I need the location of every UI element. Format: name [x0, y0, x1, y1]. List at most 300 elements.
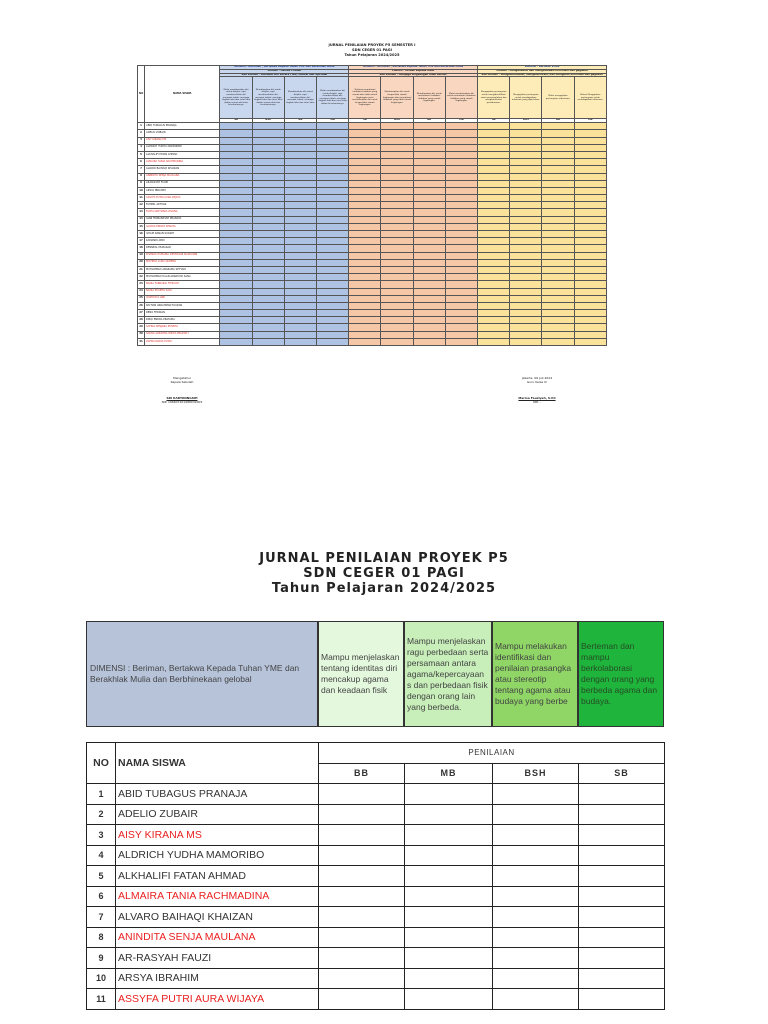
overview-score-cell[interactable] [445, 274, 477, 281]
overview-score-cell[interactable] [284, 310, 316, 317]
overview-score-cell[interactable] [413, 123, 445, 130]
score-cell[interactable] [319, 784, 405, 805]
overview-score-cell[interactable] [284, 123, 316, 130]
overview-score-cell[interactable] [445, 187, 477, 194]
overview-score-cell[interactable] [542, 274, 574, 281]
overview-score-cell[interactable] [542, 231, 574, 238]
score-cell[interactable] [405, 845, 493, 866]
overview-score-cell[interactable] [413, 238, 445, 245]
overview-score-cell[interactable] [510, 159, 542, 166]
overview-score-cell[interactable] [220, 173, 252, 180]
score-cell[interactable] [579, 866, 665, 887]
overview-score-cell[interactable] [317, 252, 349, 259]
overview-score-cell[interactable] [445, 123, 477, 130]
overview-score-cell[interactable] [510, 238, 542, 245]
overview-score-cell[interactable] [349, 173, 381, 180]
overview-score-cell[interactable] [349, 180, 381, 187]
overview-score-cell[interactable] [478, 137, 510, 144]
overview-score-cell[interactable] [510, 173, 542, 180]
overview-score-cell[interactable] [413, 173, 445, 180]
overview-score-cell[interactable] [252, 130, 284, 137]
overview-score-cell[interactable] [413, 245, 445, 252]
score-cell[interactable] [493, 845, 579, 866]
overview-score-cell[interactable] [252, 281, 284, 288]
overview-score-cell[interactable] [542, 144, 574, 151]
score-cell[interactable] [319, 804, 405, 825]
overview-score-cell[interactable] [220, 151, 252, 158]
overview-score-cell[interactable] [413, 202, 445, 209]
overview-score-cell[interactable] [574, 266, 606, 273]
overview-score-cell[interactable] [478, 202, 510, 209]
overview-score-cell[interactable] [574, 281, 606, 288]
overview-score-cell[interactable] [381, 137, 413, 144]
overview-score-cell[interactable] [220, 338, 252, 345]
score-cell[interactable] [405, 989, 493, 1010]
overview-score-cell[interactable] [349, 195, 381, 202]
overview-score-cell[interactable] [413, 266, 445, 273]
overview-score-cell[interactable] [349, 266, 381, 273]
overview-score-cell[interactable] [220, 187, 252, 194]
overview-score-cell[interactable] [574, 338, 606, 345]
overview-score-cell[interactable] [284, 331, 316, 338]
overview-score-cell[interactable] [510, 295, 542, 302]
score-cell[interactable] [493, 989, 579, 1010]
overview-score-cell[interactable] [413, 195, 445, 202]
score-cell[interactable] [579, 886, 665, 907]
overview-score-cell[interactable] [381, 238, 413, 245]
overview-score-cell[interactable] [413, 281, 445, 288]
score-cell[interactable] [579, 989, 665, 1010]
score-cell[interactable] [493, 784, 579, 805]
overview-score-cell[interactable] [284, 274, 316, 281]
overview-score-cell[interactable] [317, 137, 349, 144]
overview-score-cell[interactable] [381, 259, 413, 266]
overview-score-cell[interactable] [381, 209, 413, 216]
overview-score-cell[interactable] [252, 252, 284, 259]
overview-score-cell[interactable] [284, 338, 316, 345]
overview-score-cell[interactable] [317, 130, 349, 137]
overview-score-cell[interactable] [413, 223, 445, 230]
score-cell[interactable] [493, 927, 579, 948]
score-cell[interactable] [319, 866, 405, 887]
overview-score-cell[interactable] [349, 324, 381, 331]
overview-score-cell[interactable] [445, 259, 477, 266]
overview-score-cell[interactable] [284, 223, 316, 230]
overview-score-cell[interactable] [381, 338, 413, 345]
overview-score-cell[interactable] [574, 151, 606, 158]
overview-score-cell[interactable] [478, 274, 510, 281]
overview-score-cell[interactable] [220, 245, 252, 252]
score-cell[interactable] [579, 845, 665, 866]
overview-score-cell[interactable] [284, 295, 316, 302]
overview-score-cell[interactable] [252, 173, 284, 180]
overview-score-cell[interactable] [542, 288, 574, 295]
overview-score-cell[interactable] [445, 209, 477, 216]
overview-score-cell[interactable] [478, 187, 510, 194]
overview-score-cell[interactable] [413, 338, 445, 345]
score-cell[interactable] [405, 825, 493, 846]
overview-score-cell[interactable] [413, 317, 445, 324]
overview-score-cell[interactable] [445, 288, 477, 295]
overview-score-cell[interactable] [510, 266, 542, 273]
overview-score-cell[interactable] [220, 180, 252, 187]
overview-score-cell[interactable] [220, 202, 252, 209]
overview-score-cell[interactable] [542, 137, 574, 144]
overview-score-cell[interactable] [510, 259, 542, 266]
overview-score-cell[interactable] [413, 216, 445, 223]
overview-score-cell[interactable] [349, 310, 381, 317]
overview-score-cell[interactable] [381, 166, 413, 173]
overview-score-cell[interactable] [317, 223, 349, 230]
overview-score-cell[interactable] [220, 137, 252, 144]
overview-score-cell[interactable] [349, 202, 381, 209]
overview-score-cell[interactable] [510, 288, 542, 295]
overview-score-cell[interactable] [478, 173, 510, 180]
overview-score-cell[interactable] [510, 137, 542, 144]
overview-score-cell[interactable] [542, 338, 574, 345]
overview-score-cell[interactable] [349, 281, 381, 288]
overview-score-cell[interactable] [445, 266, 477, 273]
overview-score-cell[interactable] [445, 166, 477, 173]
overview-score-cell[interactable] [445, 151, 477, 158]
overview-score-cell[interactable] [252, 159, 284, 166]
overview-score-cell[interactable] [445, 317, 477, 324]
overview-score-cell[interactable] [220, 331, 252, 338]
overview-score-cell[interactable] [252, 317, 284, 324]
overview-score-cell[interactable] [445, 202, 477, 209]
overview-score-cell[interactable] [317, 151, 349, 158]
overview-score-cell[interactable] [284, 151, 316, 158]
overview-score-cell[interactable] [381, 245, 413, 252]
overview-score-cell[interactable] [220, 295, 252, 302]
overview-score-cell[interactable] [574, 216, 606, 223]
overview-score-cell[interactable] [542, 223, 574, 230]
overview-score-cell[interactable] [478, 166, 510, 173]
score-cell[interactable] [493, 804, 579, 825]
overview-score-cell[interactable] [317, 245, 349, 252]
overview-score-cell[interactable] [349, 317, 381, 324]
overview-score-cell[interactable] [349, 252, 381, 259]
overview-score-cell[interactable] [252, 310, 284, 317]
overview-score-cell[interactable] [510, 317, 542, 324]
overview-score-cell[interactable] [252, 123, 284, 130]
overview-score-cell[interactable] [478, 159, 510, 166]
overview-score-cell[interactable] [284, 288, 316, 295]
overview-score-cell[interactable] [510, 231, 542, 238]
overview-score-cell[interactable] [510, 274, 542, 281]
overview-score-cell[interactable] [542, 173, 574, 180]
overview-score-cell[interactable] [574, 288, 606, 295]
overview-score-cell[interactable] [574, 238, 606, 245]
overview-score-cell[interactable] [478, 324, 510, 331]
overview-score-cell[interactable] [317, 310, 349, 317]
overview-score-cell[interactable] [478, 266, 510, 273]
overview-score-cell[interactable] [252, 187, 284, 194]
overview-score-cell[interactable] [542, 202, 574, 209]
overview-score-cell[interactable] [574, 231, 606, 238]
overview-score-cell[interactable] [220, 159, 252, 166]
score-cell[interactable] [493, 886, 579, 907]
overview-score-cell[interactable] [510, 123, 542, 130]
overview-score-cell[interactable] [252, 245, 284, 252]
overview-score-cell[interactable] [413, 295, 445, 302]
score-cell[interactable] [579, 825, 665, 846]
overview-score-cell[interactable] [478, 338, 510, 345]
overview-score-cell[interactable] [574, 310, 606, 317]
overview-score-cell[interactable] [284, 259, 316, 266]
overview-score-cell[interactable] [284, 266, 316, 273]
overview-score-cell[interactable] [317, 317, 349, 324]
overview-score-cell[interactable] [252, 216, 284, 223]
overview-score-cell[interactable] [542, 310, 574, 317]
overview-score-cell[interactable] [542, 281, 574, 288]
overview-score-cell[interactable] [284, 209, 316, 216]
score-cell[interactable] [405, 866, 493, 887]
overview-score-cell[interactable] [478, 151, 510, 158]
overview-score-cell[interactable] [413, 130, 445, 137]
overview-score-cell[interactable] [284, 317, 316, 324]
overview-score-cell[interactable] [542, 180, 574, 187]
overview-score-cell[interactable] [478, 180, 510, 187]
overview-score-cell[interactable] [478, 317, 510, 324]
overview-score-cell[interactable] [574, 223, 606, 230]
overview-score-cell[interactable] [413, 187, 445, 194]
overview-score-cell[interactable] [381, 288, 413, 295]
overview-score-cell[interactable] [510, 180, 542, 187]
overview-score-cell[interactable] [445, 159, 477, 166]
overview-score-cell[interactable] [381, 231, 413, 238]
overview-score-cell[interactable] [510, 187, 542, 194]
overview-score-cell[interactable] [284, 202, 316, 209]
overview-score-cell[interactable] [478, 209, 510, 216]
overview-score-cell[interactable] [574, 166, 606, 173]
overview-score-cell[interactable] [478, 123, 510, 130]
overview-score-cell[interactable] [381, 223, 413, 230]
score-cell[interactable] [493, 907, 579, 928]
overview-score-cell[interactable] [413, 144, 445, 151]
overview-score-cell[interactable] [510, 151, 542, 158]
overview-score-cell[interactable] [413, 209, 445, 216]
overview-score-cell[interactable] [220, 266, 252, 273]
overview-score-cell[interactable] [574, 245, 606, 252]
overview-score-cell[interactable] [252, 166, 284, 173]
overview-score-cell[interactable] [542, 159, 574, 166]
overview-score-cell[interactable] [317, 202, 349, 209]
overview-score-cell[interactable] [413, 159, 445, 166]
overview-score-cell[interactable] [220, 317, 252, 324]
overview-score-cell[interactable] [317, 180, 349, 187]
overview-score-cell[interactable] [510, 245, 542, 252]
overview-score-cell[interactable] [445, 295, 477, 302]
overview-score-cell[interactable] [349, 238, 381, 245]
overview-score-cell[interactable] [574, 202, 606, 209]
overview-score-cell[interactable] [252, 151, 284, 158]
overview-score-cell[interactable] [252, 223, 284, 230]
overview-score-cell[interactable] [381, 252, 413, 259]
overview-score-cell[interactable] [252, 331, 284, 338]
score-cell[interactable] [579, 948, 665, 969]
overview-score-cell[interactable] [510, 144, 542, 151]
score-cell[interactable] [405, 804, 493, 825]
overview-score-cell[interactable] [284, 281, 316, 288]
overview-score-cell[interactable] [284, 195, 316, 202]
overview-score-cell[interactable] [574, 209, 606, 216]
overview-score-cell[interactable] [510, 195, 542, 202]
overview-score-cell[interactable] [574, 259, 606, 266]
overview-score-cell[interactable] [542, 195, 574, 202]
overview-score-cell[interactable] [478, 331, 510, 338]
overview-score-cell[interactable] [445, 238, 477, 245]
overview-score-cell[interactable] [284, 187, 316, 194]
overview-score-cell[interactable] [413, 166, 445, 173]
overview-score-cell[interactable] [478, 259, 510, 266]
overview-score-cell[interactable] [381, 310, 413, 317]
overview-score-cell[interactable] [413, 324, 445, 331]
overview-score-cell[interactable] [349, 245, 381, 252]
overview-score-cell[interactable] [220, 274, 252, 281]
overview-score-cell[interactable] [252, 144, 284, 151]
overview-score-cell[interactable] [478, 281, 510, 288]
overview-score-cell[interactable] [252, 209, 284, 216]
overview-score-cell[interactable] [478, 144, 510, 151]
overview-score-cell[interactable] [574, 159, 606, 166]
overview-score-cell[interactable] [349, 216, 381, 223]
overview-score-cell[interactable] [445, 245, 477, 252]
overview-score-cell[interactable] [381, 216, 413, 223]
overview-score-cell[interactable] [381, 151, 413, 158]
overview-score-cell[interactable] [445, 310, 477, 317]
overview-score-cell[interactable] [478, 295, 510, 302]
overview-score-cell[interactable] [284, 216, 316, 223]
overview-score-cell[interactable] [220, 324, 252, 331]
overview-score-cell[interactable] [349, 137, 381, 144]
overview-score-cell[interactable] [574, 302, 606, 309]
overview-score-cell[interactable] [317, 159, 349, 166]
overview-score-cell[interactable] [542, 209, 574, 216]
overview-score-cell[interactable] [510, 209, 542, 216]
overview-score-cell[interactable] [381, 144, 413, 151]
overview-score-cell[interactable] [445, 302, 477, 309]
overview-score-cell[interactable] [542, 245, 574, 252]
overview-score-cell[interactable] [317, 144, 349, 151]
overview-score-cell[interactable] [510, 216, 542, 223]
overview-score-cell[interactable] [445, 137, 477, 144]
score-cell[interactable] [579, 804, 665, 825]
overview-score-cell[interactable] [574, 274, 606, 281]
overview-score-cell[interactable] [445, 173, 477, 180]
overview-score-cell[interactable] [510, 130, 542, 137]
overview-score-cell[interactable] [413, 259, 445, 266]
overview-score-cell[interactable] [220, 302, 252, 309]
overview-score-cell[interactable] [220, 144, 252, 151]
overview-score-cell[interactable] [413, 180, 445, 187]
overview-score-cell[interactable] [574, 180, 606, 187]
overview-score-cell[interactable] [445, 223, 477, 230]
overview-score-cell[interactable] [252, 238, 284, 245]
overview-score-cell[interactable] [542, 266, 574, 273]
overview-score-cell[interactable] [349, 288, 381, 295]
score-cell[interactable] [319, 825, 405, 846]
overview-score-cell[interactable] [284, 238, 316, 245]
overview-score-cell[interactable] [542, 166, 574, 173]
overview-score-cell[interactable] [542, 123, 574, 130]
overview-score-cell[interactable] [510, 166, 542, 173]
overview-score-cell[interactable] [349, 338, 381, 345]
overview-score-cell[interactable] [349, 187, 381, 194]
overview-score-cell[interactable] [220, 310, 252, 317]
overview-score-cell[interactable] [317, 288, 349, 295]
overview-score-cell[interactable] [381, 159, 413, 166]
overview-score-cell[interactable] [413, 252, 445, 259]
overview-score-cell[interactable] [381, 123, 413, 130]
overview-score-cell[interactable] [542, 317, 574, 324]
overview-score-cell[interactable] [413, 274, 445, 281]
overview-score-cell[interactable] [478, 288, 510, 295]
overview-score-cell[interactable] [317, 302, 349, 309]
overview-score-cell[interactable] [349, 231, 381, 238]
overview-score-cell[interactable] [542, 324, 574, 331]
overview-score-cell[interactable] [445, 130, 477, 137]
overview-score-cell[interactable] [413, 310, 445, 317]
overview-score-cell[interactable] [349, 295, 381, 302]
overview-score-cell[interactable] [542, 331, 574, 338]
overview-score-cell[interactable] [478, 252, 510, 259]
overview-score-cell[interactable] [317, 331, 349, 338]
overview-score-cell[interactable] [445, 180, 477, 187]
overview-score-cell[interactable] [317, 274, 349, 281]
overview-score-cell[interactable] [317, 266, 349, 273]
overview-score-cell[interactable] [284, 180, 316, 187]
overview-score-cell[interactable] [284, 324, 316, 331]
overview-score-cell[interactable] [317, 173, 349, 180]
overview-score-cell[interactable] [220, 209, 252, 216]
overview-score-cell[interactable] [510, 338, 542, 345]
overview-score-cell[interactable] [317, 123, 349, 130]
overview-score-cell[interactable] [510, 310, 542, 317]
score-cell[interactable] [579, 784, 665, 805]
overview-score-cell[interactable] [252, 295, 284, 302]
overview-score-cell[interactable] [252, 259, 284, 266]
overview-score-cell[interactable] [284, 302, 316, 309]
overview-score-cell[interactable] [542, 187, 574, 194]
overview-score-cell[interactable] [252, 202, 284, 209]
overview-score-cell[interactable] [478, 310, 510, 317]
overview-score-cell[interactable] [220, 238, 252, 245]
overview-score-cell[interactable] [445, 216, 477, 223]
overview-score-cell[interactable] [317, 281, 349, 288]
overview-score-cell[interactable] [284, 252, 316, 259]
score-cell[interactable] [493, 968, 579, 989]
overview-score-cell[interactable] [574, 144, 606, 151]
overview-score-cell[interactable] [445, 324, 477, 331]
score-cell[interactable] [405, 886, 493, 907]
overview-score-cell[interactable] [542, 130, 574, 137]
overview-score-cell[interactable] [478, 238, 510, 245]
score-cell[interactable] [319, 886, 405, 907]
overview-score-cell[interactable] [381, 331, 413, 338]
overview-score-cell[interactable] [220, 123, 252, 130]
overview-score-cell[interactable] [317, 259, 349, 266]
overview-score-cell[interactable] [220, 259, 252, 266]
score-cell[interactable] [493, 866, 579, 887]
overview-score-cell[interactable] [349, 123, 381, 130]
overview-score-cell[interactable] [478, 302, 510, 309]
overview-score-cell[interactable] [381, 274, 413, 281]
overview-score-cell[interactable] [542, 295, 574, 302]
overview-score-cell[interactable] [381, 324, 413, 331]
overview-score-cell[interactable] [317, 231, 349, 238]
score-cell[interactable] [319, 948, 405, 969]
